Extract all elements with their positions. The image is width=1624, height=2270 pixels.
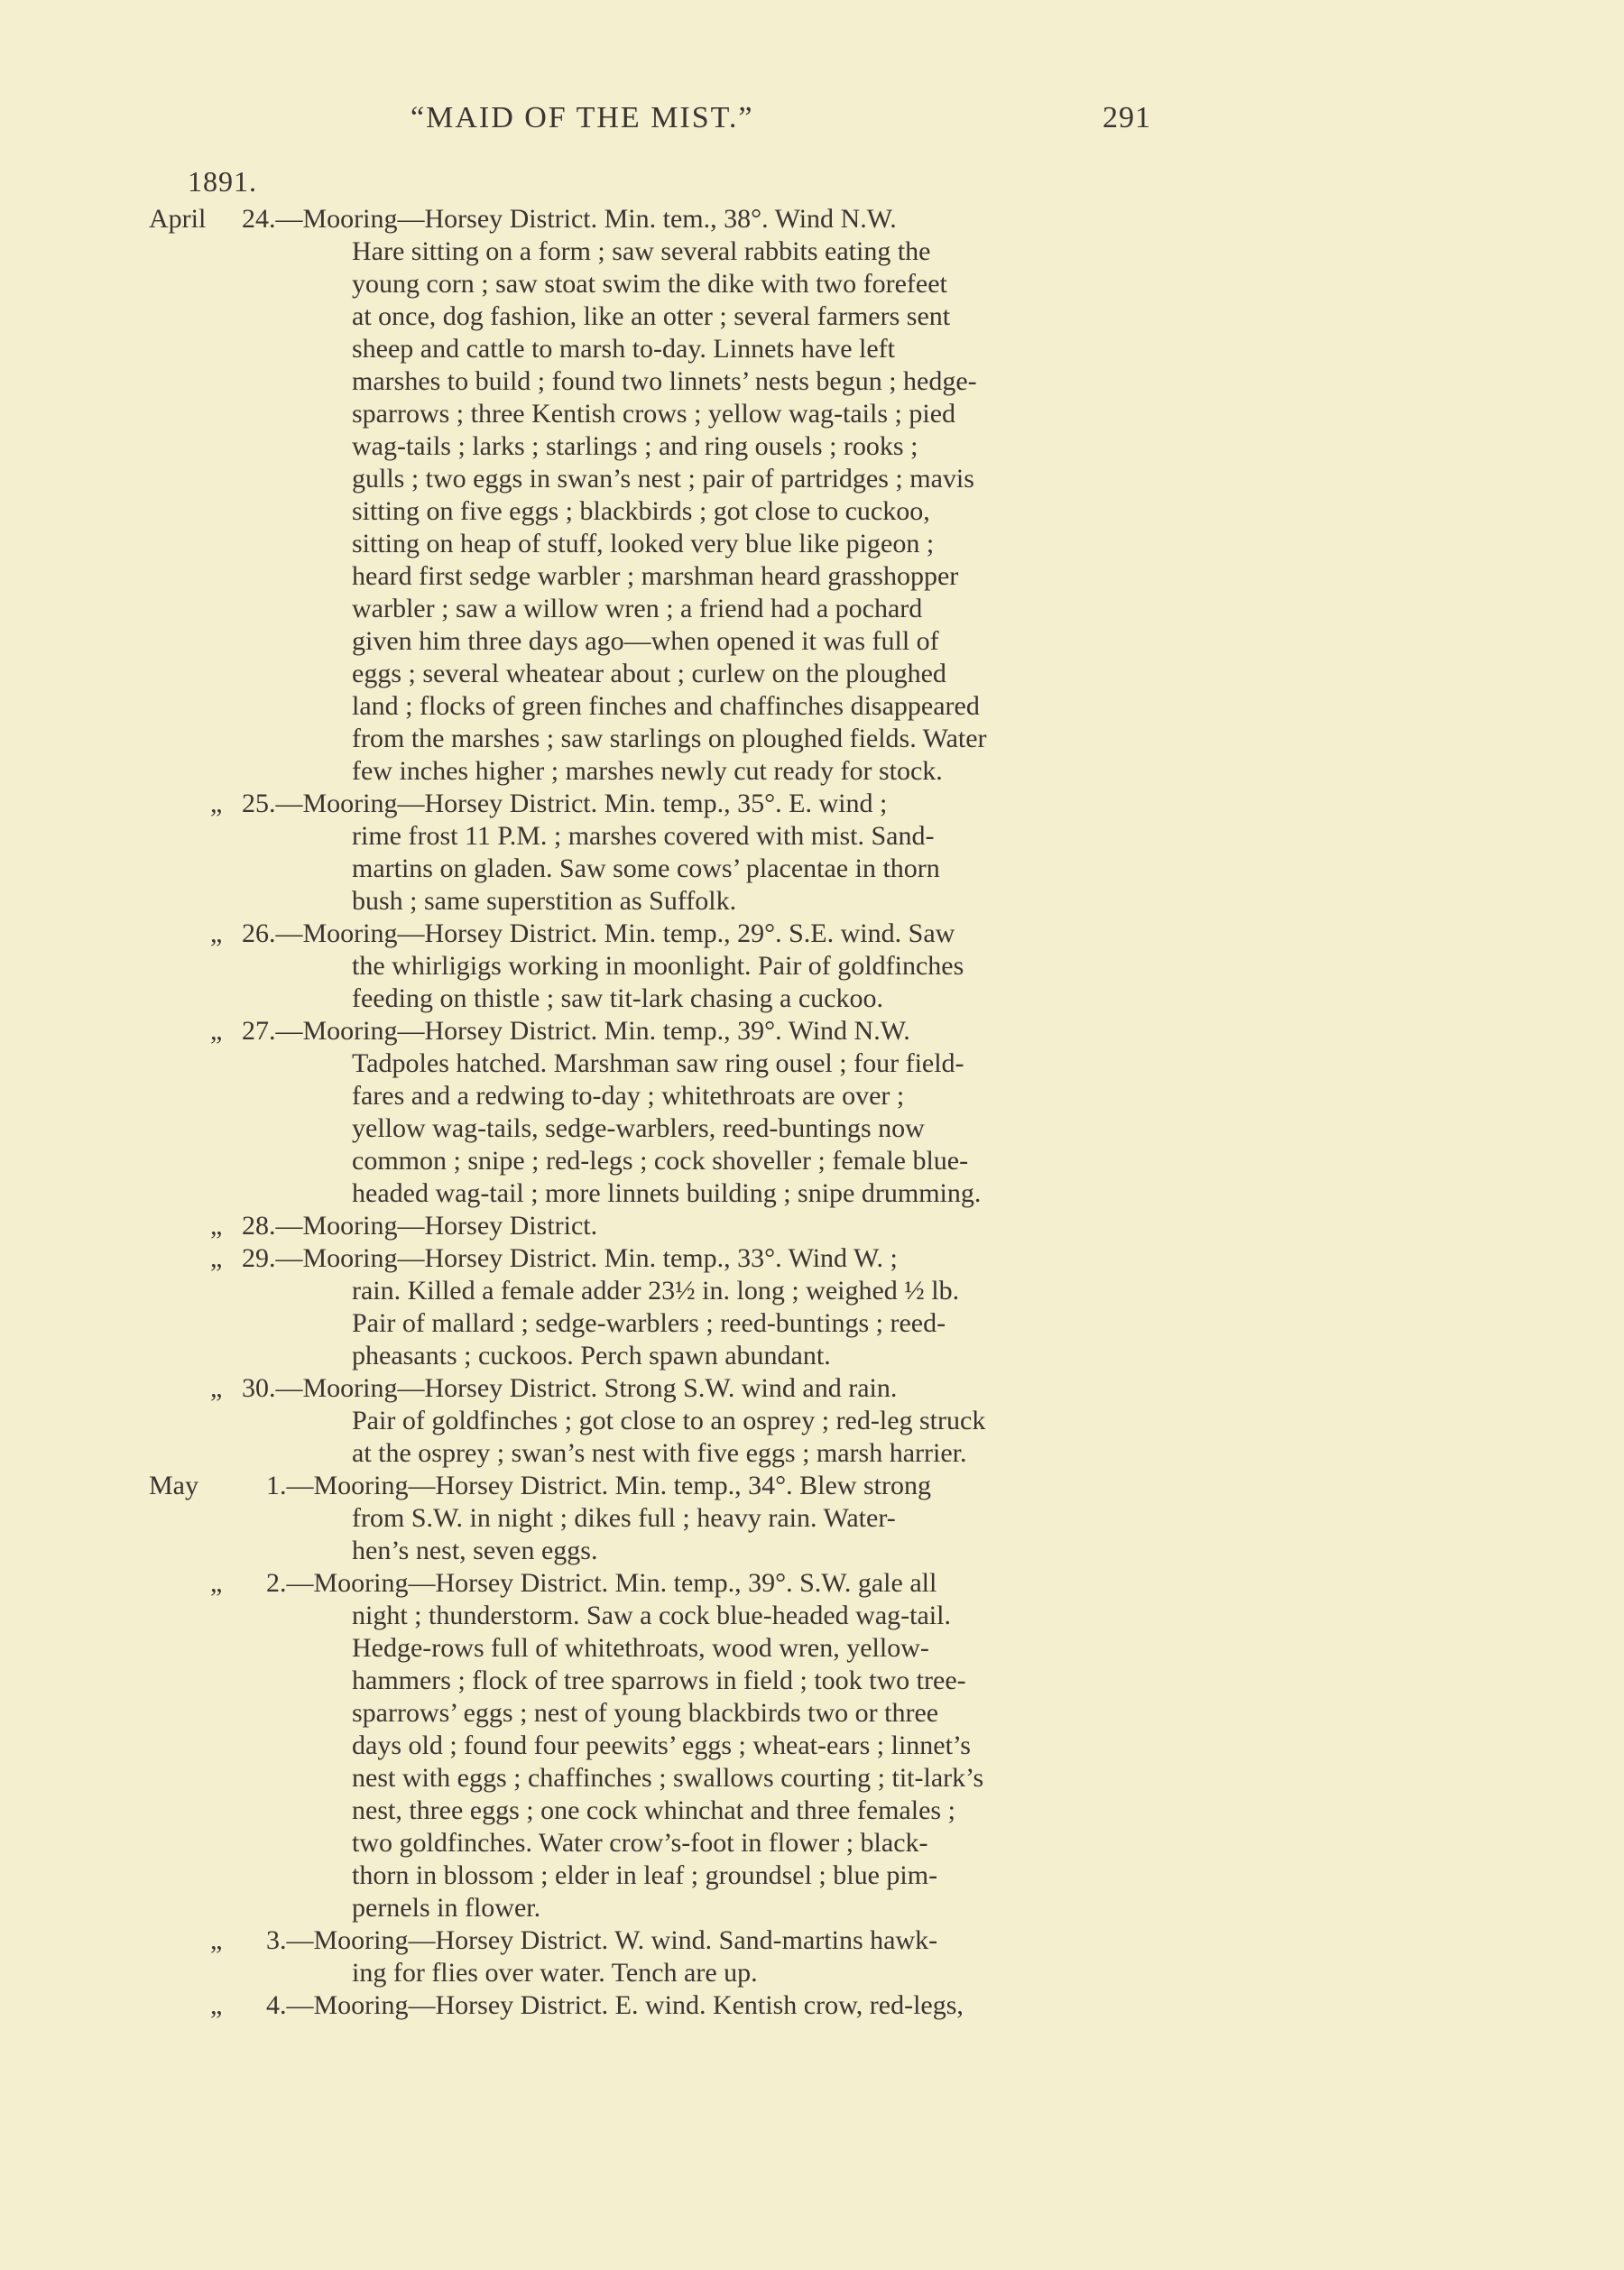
entry-line: from S.W. in night ; dikes full ; heavy rain. Water- [352,1503,896,1533]
entry-line: land ; flocks of green finches and chaffinches disappeared [352,691,980,721]
entry-line: bush ; same superstition as Suffolk. [352,886,737,916]
entry-line: few inches higher ; marshes newly cut ready for stock. [352,756,943,786]
entry-line: nest, three eggs ; one cock whinchat and three females ; [352,1795,955,1825]
diary-entry [0,1242,1624,1372]
entry-line: hammers ; flock of tree sparrows in field ; took two tree- [352,1666,966,1695]
entry-line: pernels in flower. [352,1893,541,1923]
entry-line: rime frost 11 P.M. ; marshes covered with mist. Sand- [352,821,935,851]
diary-entry [0,918,1624,1015]
year-label: 1891. [188,165,257,198]
diary-entry [0,203,1624,788]
ditto-mark: „ [210,918,223,948]
entry-line: warbler ; saw a willow wren ; a friend had a pochard [352,594,923,623]
ditto-mark: „ [210,1211,223,1241]
entry-line: marshes to build ; found two linnets’ nests begun ; hedge- [352,366,977,396]
entry-line: 4.—Mooring—Horsey District. E. wind. Kentish crow, red-legs, [266,1990,964,2020]
entry-line: sitting on heap of stuff, looked very blue like pigeon ; [352,529,935,558]
entry-line: gulls ; two eggs in swan’s nest ; pair of partridges ; mavis [352,464,974,494]
entry-line: two goldfinches. Water crow’s-foot in flower ; black- [352,1828,928,1858]
entry-line: nest with eggs ; chaffinches ; swallows courting ; tit-lark’s [352,1763,984,1793]
ditto-mark: „ [210,1373,223,1403]
diary-entry [0,1470,1624,1567]
entry-line: 3.—Mooring—Horsey District. W. wind. Sand-martins hawk- [266,1925,938,1955]
entry-line: 25.—Mooring—Horsey District. Min. temp., 35°. E. wind ; [242,789,888,818]
diary-entries [0,203,1624,2022]
entry-line: 2.—Mooring—Horsey District. Min. temp., 39°. S.W. gale all [266,1568,937,1598]
entry-line: at the osprey ; swan’s nest with five eggs ; marsh harrier. [352,1438,967,1468]
diary-entry [0,1989,1624,2022]
entry-line: sitting on five eggs ; blackbirds ; got close to cuckoo, [352,496,930,526]
diary-entry [0,1210,1624,1242]
entry-line: 1.—Mooring—Horsey District. Min. temp., 34°. Blew strong [266,1471,931,1500]
entry-line: Pair of mallard ; sedge-warblers ; reed-buntings ; reed- [352,1308,946,1338]
entry-line: from the marshes ; saw starlings on ploughed fields. Water [352,724,987,753]
entry-line: wag-tails ; larks ; starlings ; and ring ousels ; rooks ; [352,431,918,461]
entry-line: sparrows’ eggs ; nest of young blackbirds two or three [352,1698,939,1728]
diary-entry [0,1372,1624,1470]
entry-line: 30.—Mooring—Horsey District. Strong S.W. wind and rain. [242,1373,898,1403]
entry-line: night ; thunderstorm. Saw a cock blue-headed wag-tail. [352,1601,951,1630]
ditto-mark: „ [210,1016,223,1046]
diary-entry [0,1924,1624,1989]
ditto-mark: „ [210,1925,223,1955]
diary-entry [0,1567,1624,1924]
entry-month: May [149,1471,198,1500]
running-header [0,101,1624,146]
entry-month: April [149,204,207,234]
entry-line: feeding on thistle ; saw tit-lark chasing a cuckoo. [352,983,883,1013]
entry-line: Tadpoles hatched. Marshman saw ring ousel ; four field- [352,1048,964,1078]
entry-line: 24.—Mooring—Horsey District. Min. tem., 38°. Wind N.W. [242,204,897,234]
entry-line: given him three days ago—when opened it was full of [352,626,939,656]
entry-line: ing for flies over water. Tench are up. [352,1958,758,1988]
entry-line: 27.—Mooring—Horsey District. Min. temp., 39°. Wind N.W. [242,1016,910,1046]
entry-line: headed wag-tail ; more linnets building ; snipe drumming. [352,1178,982,1208]
entry-line: 29.—Mooring—Horsey District. Min. temp., 33°. Wind W. ; [242,1243,898,1273]
diary-entry [0,788,1624,918]
ditto-mark: „ [210,789,223,818]
entry-line: at once, dog fashion, like an otter ; several farmers sent [352,301,951,331]
entry-line: Pair of goldfinches ; got close to an osprey ; red-leg struck [352,1406,986,1435]
entry-line: thorn in blossom ; elder in leaf ; groundsel ; blue pim- [352,1860,938,1890]
entry-line: the whirligigs working in moonlight. Pair of goldfinches [352,951,964,981]
entry-line: Hedge-rows full of whitethroats, wood wren, yellow- [352,1633,929,1663]
entry-line: eggs ; several wheatear about ; curlew on the ploughed [352,659,946,688]
entry-line: fares and a redwing to-day ; whitethroats are over ; [352,1081,905,1111]
ditto-mark: „ [210,1568,223,1598]
entry-line: young corn ; saw stoat swim the dike with two forefeet [352,269,947,299]
entry-line: rain. Killed a female adder 23½ in. long ; weighed ½ lb. [352,1276,960,1306]
entry-line: sparrows ; three Kentish crows ; yellow wag-tails ; pied [352,399,956,429]
ditto-mark: „ [210,1990,223,2020]
ditto-mark: „ [210,1243,223,1273]
entry-line: pheasants ; cuckoos. Perch spawn abundant. [352,1341,831,1370]
entry-line: sheep and cattle to marsh to-day. Linnets have left [352,334,896,364]
entry-line: 26.—Mooring—Horsey District. Min. temp., 29°. S.E. wind. Saw [242,918,955,948]
running-title: “MAID OF THE MIST.” [411,101,754,134]
entry-line: common ; snipe ; red-legs ; cock shoveller ; female blue- [352,1146,969,1176]
diary-entry [0,1015,1624,1210]
entry-line: 28.—Mooring—Horsey District. [242,1211,598,1241]
entry-line: hen’s nest, seven eggs. [352,1536,598,1565]
entry-line: Hare sitting on a form ; saw several rabbits eating the [352,236,931,266]
entry-line: martins on gladen. Saw some cows’ placentae in thorn [352,854,940,883]
entry-line: yellow wag-tails, sedge-warblers, reed-buntings now [352,1113,925,1143]
entry-line: days old ; found four peewits’ eggs ; wheat-ears ; linnet’s [352,1730,971,1760]
entry-line: heard first sedge warbler ; marshman heard grasshopper [352,561,959,591]
page-number: 291 [1103,101,1151,134]
